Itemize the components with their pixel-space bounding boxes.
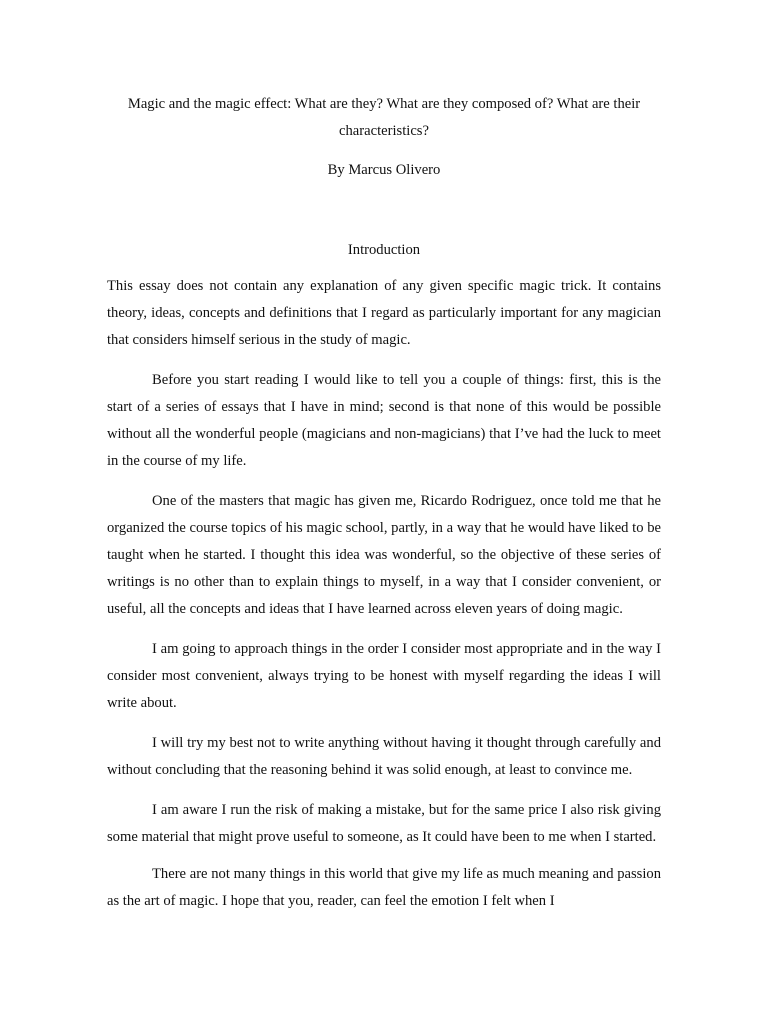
- paragraph: I will try my best not to write anything without having it thought through carefully and without concluding that the reasoning behind it was solid enough, at least to convince me.: [107, 735, 661, 778]
- document-author: By Marcus Olivero: [327, 162, 441, 178]
- section-heading: Introduction: [347, 242, 421, 258]
- paragraph: Before you start reading I would like to tell you a couple of things: first, this is the start of a series of essays that I have in mind; second is that none of this would be possible without all the wonderful people (magicians and non-magicians) that I’ve had the luck to meet in the course of my life.: [107, 372, 661, 469]
- paragraph: This essay does not contain any explanation of any given specific magic trick. It contains theory, ideas, concepts and definitions that I regard as particularly important for any magician that considers himself serious in the study of magic.: [107, 278, 661, 348]
- paragraph: There are not many things in this world that give my life as much meaning and passion as the art of magic. I hope that you, reader, can feel the emotion I felt when I: [107, 866, 661, 909]
- paragraph: I am going to approach things in the order I consider most appropriate and in the way I consider most convenient, always trying to be honest with myself regarding the ideas I will write about.: [107, 641, 661, 711]
- paragraph: One of the masters that magic has given me, Ricardo Rodriguez, once told me that he organized the course topics of his magic school, partly, in a way that he would have liked to be taught when he started. I thought this idea was wonderful, so the objective of these series of writings is no other than to explain things to myself, in a way that I consider convenient, or useful, all the concepts and ideas that I have learned across eleven years of doing magic.: [107, 493, 661, 617]
- document-title: Magic and the magic effect: What are they? What are they composed of? What are their characteristics?: [127, 96, 641, 139]
- paragraph: I am aware I run the risk of making a mistake, but for the same price I also risk giving some material that might prove useful to someone, as It could have been to me when I started.: [107, 802, 661, 845]
